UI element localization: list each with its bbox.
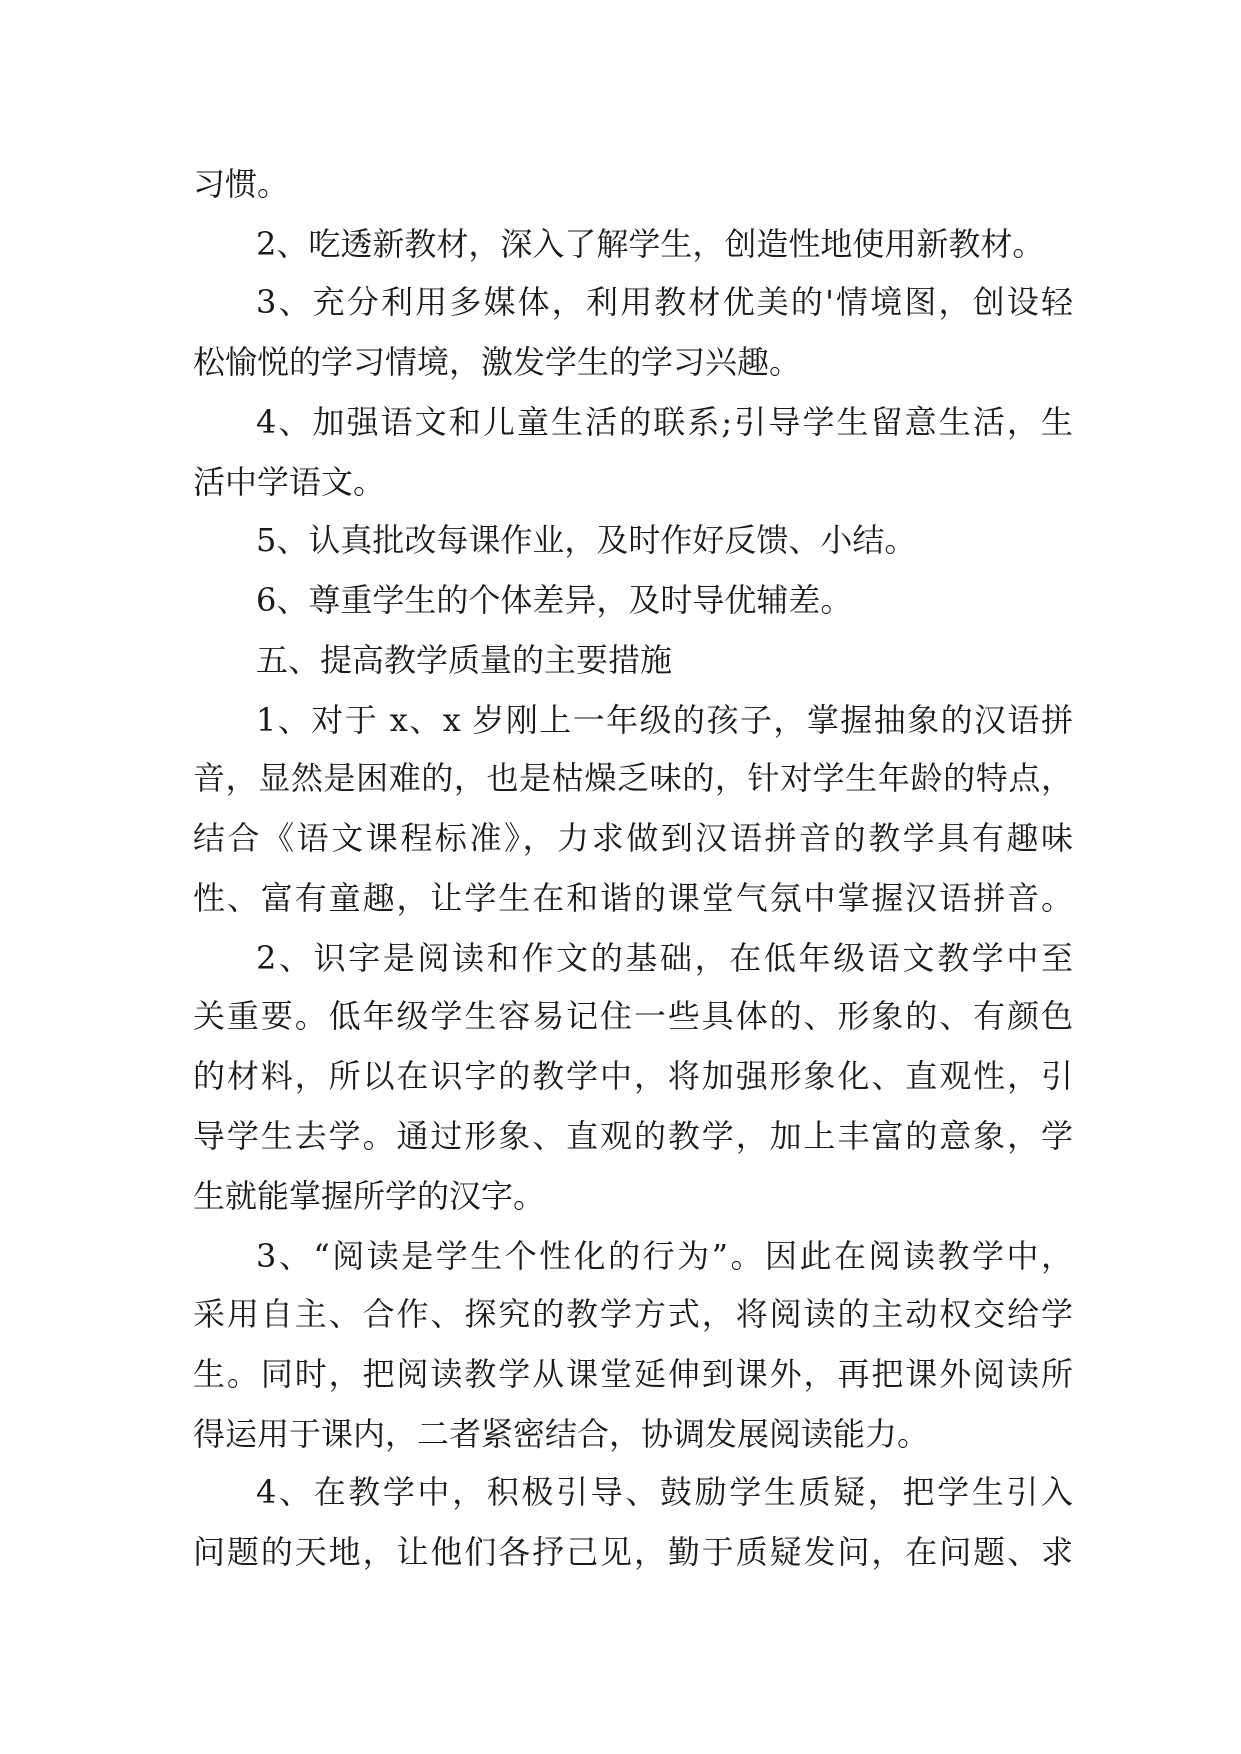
text-line: 3、充分利用多媒体，利用教材优美的'情境图，创设轻: [256, 283, 1073, 321]
text-line: 生就能掌握所学的汉字。: [193, 1177, 546, 1215]
text-line: 2、吃透新教材，深入了解学生，创造性地使用新教材。: [256, 225, 1045, 263]
text-line: 3、“阅读是学生个性化的行为”。因此在阅读教学中，: [256, 1237, 1073, 1275]
text-line: 音，显然是困难的，也是枯燥乏味的，针对学生年龄的特点，: [193, 759, 1073, 797]
text-line: 活中学语文。: [193, 463, 386, 501]
text-line: 得运用于课内，二者紧密结合，协调发展阅读能力。: [193, 1415, 930, 1453]
text-line: 导学生去学。通过形象、直观的教学，加上丰富的意象，学: [193, 1117, 1073, 1155]
text-line: 6、尊重学生的个体差异，及时导优辅差。: [256, 581, 853, 619]
text-line: 性、富有童趣，让学生在和谐的课堂气氛中掌握汉语拼音。: [193, 879, 1073, 917]
text-line: 4、加强语文和儿童生活的联系;引导学生留意生活，生: [256, 403, 1073, 441]
text-line: 2、识字是阅读和作文的基础，在低年级语文教学中至: [256, 939, 1073, 977]
section-heading: 五、提高教学质量的主要措施: [256, 641, 673, 679]
text-line: 松愉悦的学习情境，激发学生的学习兴趣。: [193, 343, 802, 381]
text-line: 4、在教学中，积极引导、鼓励学生质疑，把学生引入: [256, 1473, 1073, 1511]
text-line: 结合《语文课程标准》，力求做到汉语拼音的教学具有趣味: [193, 819, 1073, 857]
text-line: 5、认真批改每课作业，及时作好反馈、小结。: [256, 521, 917, 559]
text-line: 关重要。低年级学生容易记住一些具体的、形象的、有颜色: [193, 997, 1073, 1035]
text-line: 问题的天地，让他们各抒己见，勤于质疑发问，在问题、求: [193, 1533, 1073, 1571]
text-line: 的材料，所以在识字的教学中，将加强形象化、直观性，引: [193, 1057, 1073, 1095]
text-line: 1、对于 x、x 岁刚上一年级的孩子，掌握抽象的汉语拼: [256, 701, 1073, 739]
text-line: 习惯。: [193, 165, 290, 203]
text-line: 采用自主、合作、探究的教学方式，将阅读的主动权交给学: [193, 1295, 1073, 1333]
text-line: 生。同时，把阅读教学从课堂延伸到课外，再把课外阅读所: [193, 1355, 1073, 1393]
